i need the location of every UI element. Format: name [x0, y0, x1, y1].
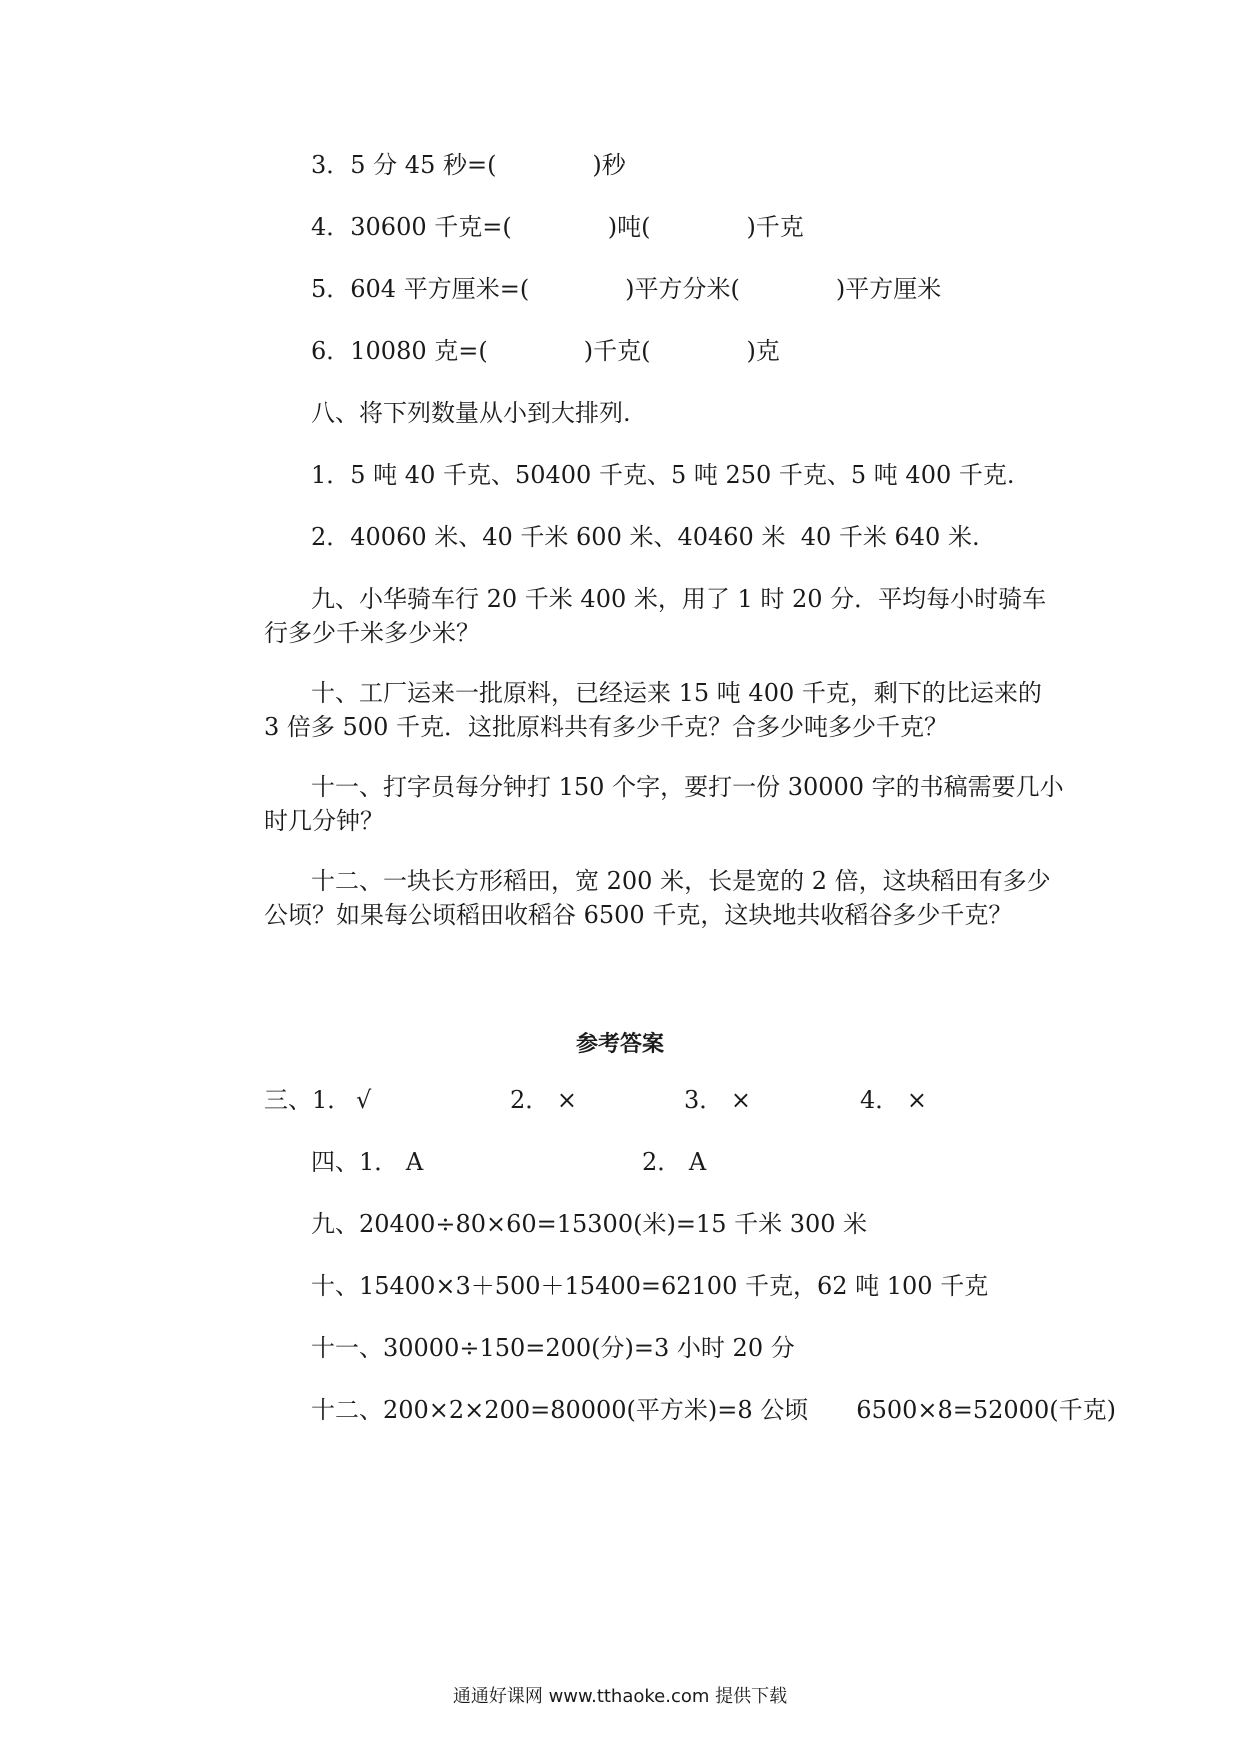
- answer-4-1: 四、1． A: [311, 1148, 424, 1176]
- conversion-item-6: 6．10080 克=( )千克( )克: [311, 337, 780, 365]
- section-8-item-2: 2．40060 米、40 千米 600 米、40460 米 40 千米 640 米.: [311, 523, 980, 551]
- answers-title: 参考答案: [575, 1032, 664, 1057]
- section-8-title: 八、将下列数量从小到大排列.: [311, 399, 631, 427]
- answer-12: 十二、200×2×200=80000(平方米)=8 公顷 6500×8=52000(千克): [311, 1396, 1116, 1424]
- answer-4-2: 2． A: [642, 1148, 707, 1176]
- answer-3-2: 2． ×: [510, 1086, 578, 1114]
- answer-11: 十一、30000÷150=200(分)=3 小时 20 分: [311, 1334, 795, 1362]
- conversion-item-4: 4．30600 千克=( )吨( )千克: [311, 213, 804, 241]
- problem-9: 九、小华骑车行 20 千米 400 米，用了 1 时 20 分．平均每小时骑车行多少千米多少米？: [264, 585, 1047, 647]
- answer-3-3: 3． ×: [684, 1086, 752, 1114]
- problem-12: 十二、一块长方形稻田，宽 200 米，长是宽的 2 倍，这块稻田有多少公顷？如果每公顷稻田收稻谷 6500 千克，这块地共收稻谷多少千克？: [264, 867, 1051, 929]
- footer-credit: 通通好课网 www.tthaoke.com 提供下载: [452, 1686, 788, 1707]
- problem-10: 十、工厂运来一批原料，已经运来 15 吨 400 千克，剩下的比运来的 3 倍多 500 千克．这批原料共有多少千克？合多少吨多少千克？: [264, 679, 1042, 741]
- problem-11: 十一、打字员每分钟打 150 个字，要打一份 30000 字的书稿需要几小时几分钟？: [264, 773, 1064, 835]
- conversion-item-5: 5．604 平方厘米=( )平方分米( )平方厘米: [311, 275, 942, 303]
- answer-3-1: √: [356, 1086, 372, 1114]
- answer-10: 十、15400×3＋500＋15400=62100 千克，62 吨 100 千克: [311, 1272, 989, 1300]
- answer-3-prefix: 三、1．: [264, 1086, 352, 1114]
- answer-3-4: 4． ×: [860, 1086, 928, 1114]
- section-8-item-1: 1．5 吨 40 千克、50400 千克、5 吨 250 千克、5 吨 400 千克.: [311, 461, 1015, 489]
- answer-9: 九、20400÷80×60=15300(米)=15 千米 300 米: [311, 1210, 868, 1238]
- conversion-item-3: 3．5 分 45 秒=( )秒: [311, 151, 626, 179]
